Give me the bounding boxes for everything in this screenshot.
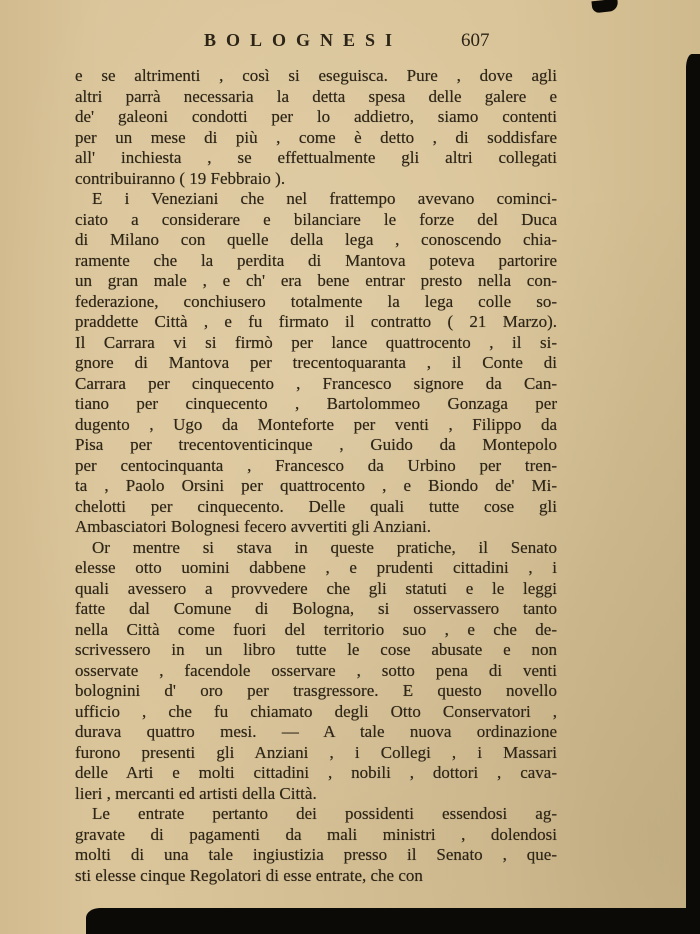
- text-line: fatte dal Comune di Bologna, si osservassero tanto: [75, 599, 557, 618]
- text-line: ufficio , che fu chiamato degli Otto Conservatori ,: [75, 701, 557, 721]
- text-line: ciato a considerare e bilanciare le forze del Duca: [75, 209, 557, 229]
- text-line: Ambasciatori Bolognesi fecero avvertiti gli Anziani.: [75, 517, 431, 536]
- text-line: durava quattro mesi. — A tale nuova ordinazione: [75, 722, 557, 741]
- text-line: sti elesse cinque Regolatori di esse entrate, che con: [75, 865, 423, 885]
- text-line: Il Carrara vi si firmò per lance quattrocento , il si-: [75, 332, 557, 352]
- text-line: molti di una tale ingiustizia presso il Senato , que-: [75, 845, 557, 864]
- text-line: di Milano con quelle della lega , conoscendo chia-: [75, 230, 557, 249]
- text-line: praddette Città , e fu firmato il contratto ( 21 Marzo).: [75, 312, 557, 331]
- text-line: delle Arti e molti cittadini , nobili , dottori , cava-: [75, 763, 557, 782]
- text-line: per un mese di più , come è detto , di soddisfare: [75, 127, 557, 147]
- text-line: Carrara per cinquecento , Francesco signore da Can-: [75, 373, 557, 393]
- text-line: altri parrà necessaria la detta spesa delle galere e: [75, 86, 557, 106]
- text-line: gravate di pagamenti da mali ministri , dolendosi: [75, 824, 557, 844]
- scan-artifact-bottom-edge: [86, 908, 700, 934]
- text-line: all' inchiesta , se effettualmente gli altri collegati: [75, 148, 557, 167]
- paragraph: [75, 189, 557, 538]
- text-line: contribuiranno ( 19 Febbraio ).: [75, 168, 286, 188]
- text-line: Or mentre si stava in queste pratiche, il Senato: [92, 537, 557, 557]
- page-header: [0, 30, 700, 56]
- paragraph: [75, 66, 557, 189]
- text-line: ta , Paolo Orsini per quattrocento , e Biondo de' Mi-: [75, 476, 557, 495]
- text-line: un gran male , e ch' era bene entrar presto nella con-: [75, 271, 557, 290]
- text-line: bolognini d' oro per trasgressore. E questo novello: [75, 681, 557, 700]
- text-line: scrivessero in un libro tutte le cose abusate e non: [75, 640, 557, 659]
- text-line: Pisa per trecentoventicinque , Guido da Montepolo: [75, 435, 557, 454]
- scan-artifact-top-corner: [591, 0, 618, 13]
- paragraph: [75, 804, 557, 886]
- text-line: de' galeoni condotti per lo addietro, siamo contenti: [75, 107, 557, 126]
- text-line: E i Veneziani che nel frattempo avevano cominci-: [92, 189, 557, 208]
- running-title: BOLOGNESI: [203, 30, 403, 50]
- text-line: e se altrimenti , così si eseguisca. Pure , dove agli: [75, 66, 557, 85]
- text-block: [75, 66, 557, 886]
- text-line: nella Città come fuori del territorio suo , e che de-: [75, 619, 557, 639]
- paragraph: [75, 538, 557, 805]
- text-line: quali avessero a provvedere che gli statuti e le leggi: [75, 578, 557, 598]
- scan-artifact-right-edge: [686, 54, 700, 934]
- text-line: lieri , mercanti ed artisti della Città.: [75, 783, 317, 803]
- page-number: 607: [461, 30, 490, 51]
- text-line: tiano per cinquecento , Bartolommeo Gonzaga per: [75, 394, 557, 413]
- text-line: elesse otto uomini dabbene , e prudenti cittadini , i: [75, 558, 557, 577]
- text-line: osservate , facendole osservare , sotto pena di venti: [75, 660, 557, 680]
- text-line: gnore di Mantova per trecentoquaranta , il Conte di: [75, 353, 557, 372]
- text-line: per centocinquanta , Francesco da Urbino per tren-: [75, 455, 557, 475]
- text-line: ramente che la perdita di Mantova poteva partorire: [75, 250, 557, 270]
- text-line: chelotti per cinquecento. Delle quali tutte cose gli: [75, 496, 557, 516]
- text-line: Le entrate pertanto dei possidenti essendosi ag-: [92, 804, 557, 823]
- text-line: federazione, conchiusero totalmente la lega colle so-: [75, 291, 557, 311]
- text-line: dugento , Ugo da Monteforte per venti , Filippo da: [75, 414, 557, 434]
- text-line: furono presenti gli Anziani , i Collegi , i Massari: [75, 742, 557, 762]
